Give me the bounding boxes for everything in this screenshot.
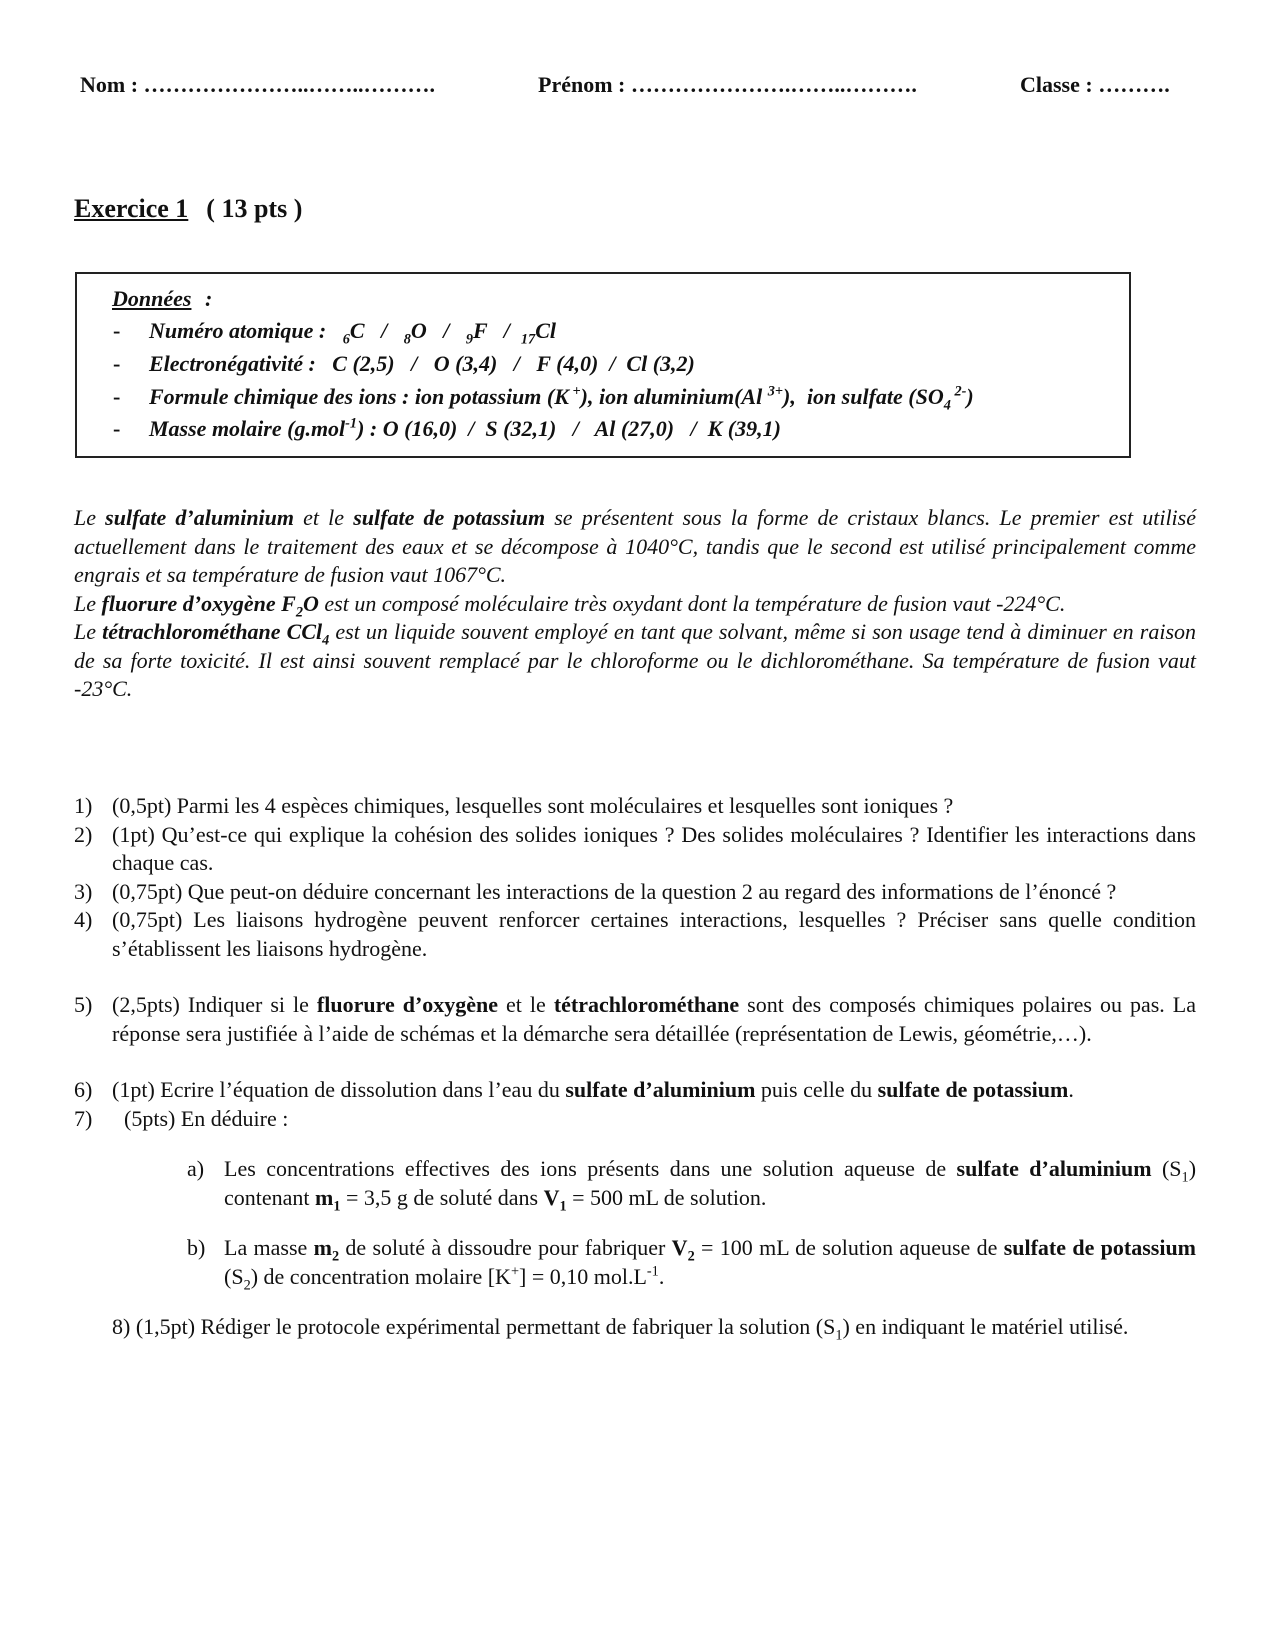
question-7b: b) La masse $m_2$ de soluté à dissoudre pour fabriquer $V_2 = 100$ mL de solution aqueuse de sulfate de potassium $(S_2)$ de concentration molaire [K+] = 0,10 $mol.L^{-1}$. <box>187 1235 1197 1293</box>
question-1: 1) (0,5pt) Parmi les 4 espèces chimiques, lesquelles sont moléculaires et lesquelles sont ioniques ? <box>74 793 954 818</box>
name-field: Nom : …………………..……..………. <box>80 72 436 97</box>
class-field: Classe : ………. <box>1020 72 1170 97</box>
data-box: Données : - Numéro atomique : $_6$C / $_8$O / $_9$F / $_{17}$Cl - Electronégativité : C (2,5) / O (3,4) / F (4,0) / Cl (3,2) - Formule chimique des ions : ion potassium (K +), ion aluminium(Al $^{3+}$), ion sulfate ($SO_4$ $^{2-}$) - Masse molaire (g.mol$^{-1}$) : O (16,0) / S (32,1) / Al (27,0) / K (39,1) <box>75 272 1131 458</box>
data-row-ions: - Formule chimique des ions : ion potassium (K +), ion aluminium(Al $^{3+}$), ion sulfate ($SO_4$ $^{2-}$) <box>113 383 974 414</box>
data-row-electronegativity: - Electronégativité : C (2,5) / O (3,4) / F (4,0) / Cl (3,2) <box>113 351 695 376</box>
question-7: 7) (5pts) En déduire : <box>74 1105 289 1131</box>
exercise-label: Exercice 1 <box>74 194 189 223</box>
question-7a: a) Les concentrations effectives des ions présents dans une solution aqueuse de sulfate d’aluminium $(S_1)$ contenant $m_1 = 3,5$ g de soluté dans $V_1 = 500$ mL de solution. <box>187 1156 1197 1214</box>
data-row-atomic-number: - Numéro atomique : $_6$C / $_8$O / $_9$F / $_{17}$Cl <box>113 318 556 348</box>
firstname-field: Prénom : ………………….……..………. <box>538 72 917 97</box>
question-8: 8) (1,5pt) Rédiger le protocole expérimental permettant de fabriquer la solution $(S_1)$ en indiquant le matériel utilisé. <box>112 1314 1129 1344</box>
question-3: 3) (0,75pt) Que peut-on déduire concernant les interactions de la question 2 au regard des informations de l’énoncé ? <box>74 878 1117 904</box>
intro-paragraph: Le fluorure d’oxygène $F_2O$ est un composé moléculaire très oxydant dont la température de fusion vaut -224°C. <box>74 590 1066 620</box>
question-5: 5) (2,5pts) Indiquer si le fluorure d’oxygène et le tétrachlorométhane sont des composés chimiques polaires ou pas. La réponse sera justifiée à l’aide de schémas et la démarche sera détaillée (représentation de Lewis, géométrie,…). <box>74 992 1196 1046</box>
intro-text <box>74 504 1196 704</box>
question-2: 2) (1pt) Qu’est-ce qui explique la cohésion des solides ioniques ? Des solides moléculaires ? Identifier les interactions dans chaque cas. <box>74 821 1196 875</box>
question-6: 6) (1pt) Ecrire l’équation de dissolution dans l’eau du sulfate d’aluminium puis celle du sulfate de potassium. <box>74 1077 1074 1102</box>
exercise-title <box>74 194 302 224</box>
exercise-points: ( 13 pts ) <box>206 194 303 223</box>
intro-paragraph: Le tétrachlorométhane CCl$_4$ est un liquide souvent employé en tant que solvant, même si son usage tend à diminuer en raison de sa forte toxicité. Il est ainsi souvent remplacé par le chloroforme ou le dichlorométhane. Sa température de fusion vaut -23°C. <box>74 619 1197 701</box>
questions-list <box>74 792 1196 1364</box>
data-box-title: Données <box>112 286 192 311</box>
intro-paragraph: Le sulfate d’aluminium et le sulfate de potassium se présentent sous la forme de cristaux blancs. Le premier est utilisé actuellement dans le traitement des eaux et se décompose à 1040°C, tandis que le second est utilisé principalement comme engrais et sa température de fusion vaut 1067°C. <box>74 505 1196 587</box>
question-4: 4) (0,75pt) Les liaisons hydrogène peuvent renforcer certaines interactions, lesquelles ? Préciser sans quelle condition s’établissent les liaisons hydrogène. <box>74 907 1196 961</box>
data-row-molar-mass: - Masse molaire (g.mol$^{-1}$) : O (16,0) / S (32,1) / Al (27,0) / K (39,1) <box>113 415 781 441</box>
